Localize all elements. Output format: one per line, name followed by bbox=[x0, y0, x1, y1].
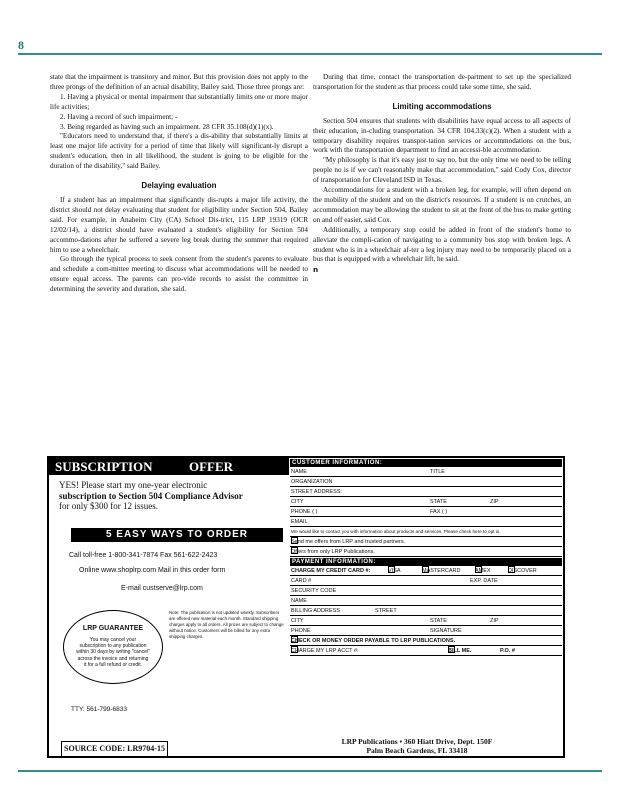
customer-info-header: CUSTOMER INFORMATION: bbox=[290, 459, 562, 467]
paragraph: Accommodations for a student with a broken leg, for example, will often depend on the mobility of the student and on the district's resources. If a student is on crutches, an accommodation may be allowing the student to sit at the front of the bus to make getting on and off easier, said Cox. bbox=[313, 186, 571, 224]
check-payment-row[interactable]: CHECK OR MONEY ORDER PAYABLE TO LRP PUBLICATIONS. bbox=[290, 636, 562, 646]
form-header-offer: OFFER bbox=[189, 459, 234, 474]
order-email: E-mail custserve@lrp.com bbox=[121, 585, 203, 592]
guarantee-body: You may cancel your subscription to any publication within 30 days by writing "cancel" across the invoice and returning it for a full refund or credit. bbox=[76, 637, 150, 668]
offer-line: subscription to Section 504 Compliance Advisor bbox=[59, 490, 243, 501]
billing-city-row[interactable]: CITY STATE ZIP bbox=[290, 616, 562, 626]
tty-number: TTY: 561-799-6833 bbox=[71, 706, 128, 713]
credit-card-row[interactable]: CHARGE MY CREDIT CARD #: VISA MASTERCARD AMEX DISCOVER bbox=[290, 566, 562, 576]
organization-field[interactable]: ORGANIZATION bbox=[290, 477, 562, 487]
source-code: SOURCE CODE: LR9704-15 bbox=[61, 741, 168, 757]
paragraph: Section 504 ensures that students with disabilities have equal access to all aspects of their education, in-cluding transportation. 34 CFR 104.33(c)(2). When a student with a temporary disability requires transpor-tation services or accommodations on the bus, work with the transportation department to find an accessi-ble accommodation. bbox=[313, 116, 571, 155]
paragraph: If a student has an impairment that significantly dis-rupts a major life activity, the district should not delay evaluating that student for eligibility under Section 504, Bailey said. For example, in Anaheim City (CA) School Dis-trict, 115 LRP 19319 (OCR 12/02/14), a district should have evaluated a student's eligibility for Section 504 accommo-dations after he suffered a severe leg break during the summer that required him to use a wheelchair. bbox=[50, 195, 308, 254]
form-header-title: SUBSCRIPTION bbox=[55, 459, 153, 474]
article-column-right bbox=[313, 73, 571, 276]
street-field[interactable]: STREET ADDRESS: bbox=[290, 487, 562, 497]
security-code-field[interactable]: SECURITY CODE bbox=[290, 586, 562, 596]
paragraph: "My philosophy is that it's easy just to say no, but the only time we need to be telling people no is if we can't reasonably make that accommodation," said Cody Cox, director of transportation for Cleveland ISD in Texas. bbox=[313, 156, 571, 185]
email-field[interactable]: EMAIL bbox=[290, 517, 562, 527]
form-header bbox=[49, 458, 289, 475]
paragraph: Go through the typical process to seek consent from the student's parents to evaluate and schedule a com-mittee meeting to discuss what accommodations will be needed to ensure equal access. The parents can pro-vide records to assist the committee in determining the severity and duration, she said. bbox=[50, 255, 308, 294]
page-number: 8 bbox=[18, 38, 24, 52]
cardholder-name-field[interactable]: NAME bbox=[290, 596, 562, 606]
name-row[interactable]: NAME TITLE bbox=[290, 467, 562, 477]
paragraph: During that time, contact the transportation de-partment to set up the specialized transportation for the student as that process could take some time, she said. bbox=[313, 73, 571, 91]
paragraph: 3. Being regarded as having such an impairment. 28 CFR 35.108(d)(1)(x). bbox=[60, 122, 274, 131]
lrp-account-row[interactable]: CHARGE MY LRP ACCT #: BILL ME. P.O. # bbox=[290, 646, 562, 656]
publisher-address: LRP Publications • 360 Hiatt Drive, Dept. 150F Palm Beach Gardens, FL 33418 bbox=[341, 737, 493, 755]
optin-checkbox-partners[interactable]: Send me offers from LRP and trusted partners. bbox=[290, 537, 562, 547]
card-number-row[interactable]: CARD # EXP. DATE bbox=[290, 576, 562, 586]
footer-rule bbox=[18, 770, 602, 772]
phone-signature-row[interactable]: PHONE SIGNATURE bbox=[290, 626, 562, 636]
paragraph: "Educators need to understand that, if there's a dis-ability that substantially limits at least one major life activity for a period of time that likely will significant-ly disrupt a student's education, then in all likelihood, the student is going to be eligible for the duration of the disability," said Bailey. bbox=[50, 132, 308, 171]
offer-text bbox=[59, 480, 284, 512]
guarantee-title: LRP GUARANTEE bbox=[82, 625, 144, 632]
header-rule bbox=[18, 53, 602, 55]
paragraph: Additionally, a temporary stop could be added in front of the student's home to alleviate the compli-cation of navigating to a community bus stop with broken legs. A student who is in a wheelchair af-ter a leg injury may need to be temporarily placed on a bus that is equipped with a wheelchair lift, he said. bbox=[313, 225, 571, 264]
phone-row[interactable]: PHONE ( ) FAX ( ) bbox=[290, 507, 562, 517]
order-call: Call toll-free 1-800-341-7874 Fax 561-622-2423 bbox=[69, 552, 218, 559]
guarantee-seal bbox=[63, 610, 163, 684]
order-fields bbox=[290, 459, 562, 656]
order-ways-banner: 5 EASY WAYS TO ORDER bbox=[71, 528, 283, 542]
billing-address-row[interactable]: BILLING ADDRESS STREET bbox=[290, 606, 562, 616]
section-heading: Limiting accommodations bbox=[392, 101, 492, 111]
order-online: Online www.shoplrp.com Mail in this order form bbox=[79, 567, 226, 574]
section-heading: Delaying evaluation bbox=[141, 181, 217, 191]
article-column-left bbox=[50, 73, 308, 295]
subscription-order-form bbox=[47, 456, 565, 758]
paragraph: 2. Having a record of such impairment; - bbox=[60, 112, 178, 121]
optin-checkbox-lrp[interactable]: Offers from only LRP Publications. bbox=[290, 547, 562, 557]
fine-print: Note: The publication is not updated weekly. Subscribers are offered new material each month. Standard shipping charges apply to all orders. All prices are subject to change without notice. Customers will be billed for any extra shipping charges. bbox=[169, 610, 284, 639]
payment-info-header: PAYMENT INFORMATION: bbox=[290, 558, 562, 566]
offer-line: for only $300 for 12 issues. bbox=[59, 501, 158, 511]
offer-line: YES! Please start my one-year electronic bbox=[59, 480, 208, 490]
email-optin-note: We would like to contact you with information about products and services. Please check here to opt in. bbox=[290, 527, 562, 537]
paragraph: state that the impairment is transitory and minor. But this provision does not apply to the three prongs of the definition of an actual disability, Bailey said. Those three prongs are: bbox=[50, 73, 308, 91]
paragraph: 1. Having a physical or mental impairment that substantially limits one or more major life activities; bbox=[50, 92, 308, 111]
city-row[interactable]: CITY STATE ZIP bbox=[290, 497, 562, 507]
end-mark: n bbox=[313, 265, 319, 275]
